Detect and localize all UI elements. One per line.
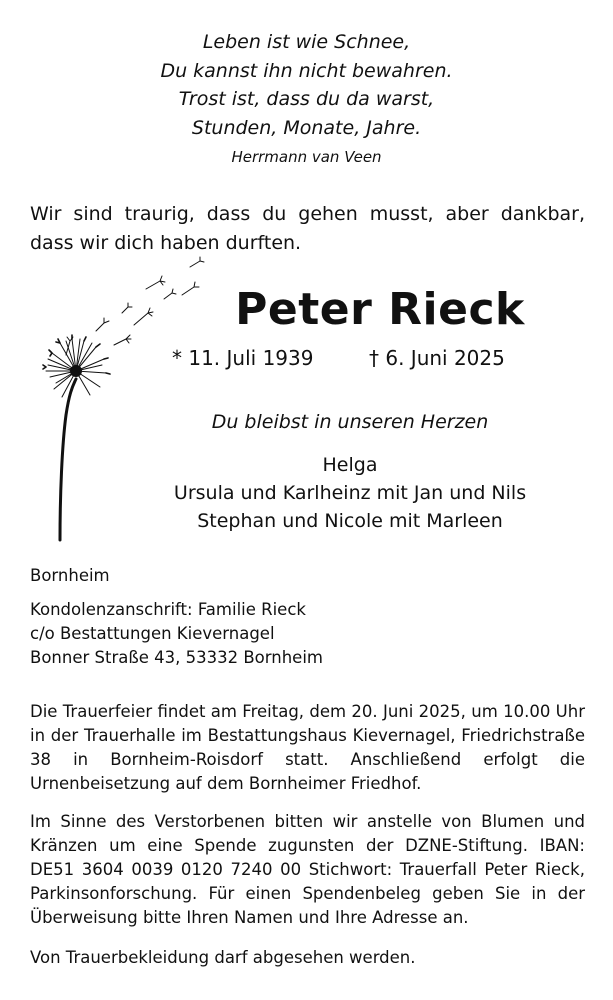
poem-line: Trost ist, dass du da warst, <box>178 88 435 110</box>
address-line: Kondolenzanschrift: Familie Rieck <box>30 600 306 619</box>
deceased-name: Peter Rieck <box>235 284 525 335</box>
address-line: Bonner Straße 43, 53332 Bornheim <box>30 648 323 667</box>
ceremony-text: Die Trauerfeier findet am Freitag, dem 20. Juni 2025, um 10.00 Uhr in der Trauerhalle im Bestattungshaus Kievernagel, Friedrichstraße 38 in Bornheim-Roisdorf statt. Anschließend erfolgt die Urnenbeisetzung auf dem Bornheimer Friedhof. <box>30 702 585 793</box>
intro-text: Wir sind traurig, dass du gehen musst, aber dankbar, dass wir dich haben durften. <box>30 203 585 254</box>
birth-date: * 11. Juli 1939 <box>172 346 314 370</box>
closing-text: Von Trauerbekleidung darf abgesehen werden. <box>30 948 416 967</box>
condolence-address <box>30 598 585 670</box>
poem <box>0 28 613 142</box>
poem-line: Leben ist wie Schnee, <box>202 31 411 53</box>
address-line: c/o Bestattungen Kievernagel <box>30 624 275 643</box>
motto: Du bleibst in unseren Herzen <box>211 411 489 433</box>
mourner-line: Stephan und Nicole mit Marleen <box>197 510 503 532</box>
mourner-line: Ursula und Karlheinz mit Jan und Nils <box>173 482 527 504</box>
mourner-line: Helga <box>322 454 378 476</box>
donation-text: Im Sinne des Verstorbenen bitten wir anstelle von Blumen und Kränzen um eine Spende zugunsten der DZNE-Stiftung. IBAN: DE51 3604 0039 0120 7240 00 Stichwort: Trauerfall Peter Rieck, Parkinsonforschung. Für einen Spendenbeleg geben Sie in der Überweisung bitte Ihren Namen und Ihre Adresse an. <box>30 812 585 927</box>
poem-line: Du kannst ihn nicht bewahren. <box>160 59 453 82</box>
poem-author: Herrmann van Veen <box>231 148 382 166</box>
mourners <box>100 451 600 535</box>
death-date: † 6. Juni 2025 <box>369 346 505 370</box>
poem-line: Stunden, Monate, Jahre. <box>191 116 422 139</box>
place: Bornheim <box>30 566 110 585</box>
